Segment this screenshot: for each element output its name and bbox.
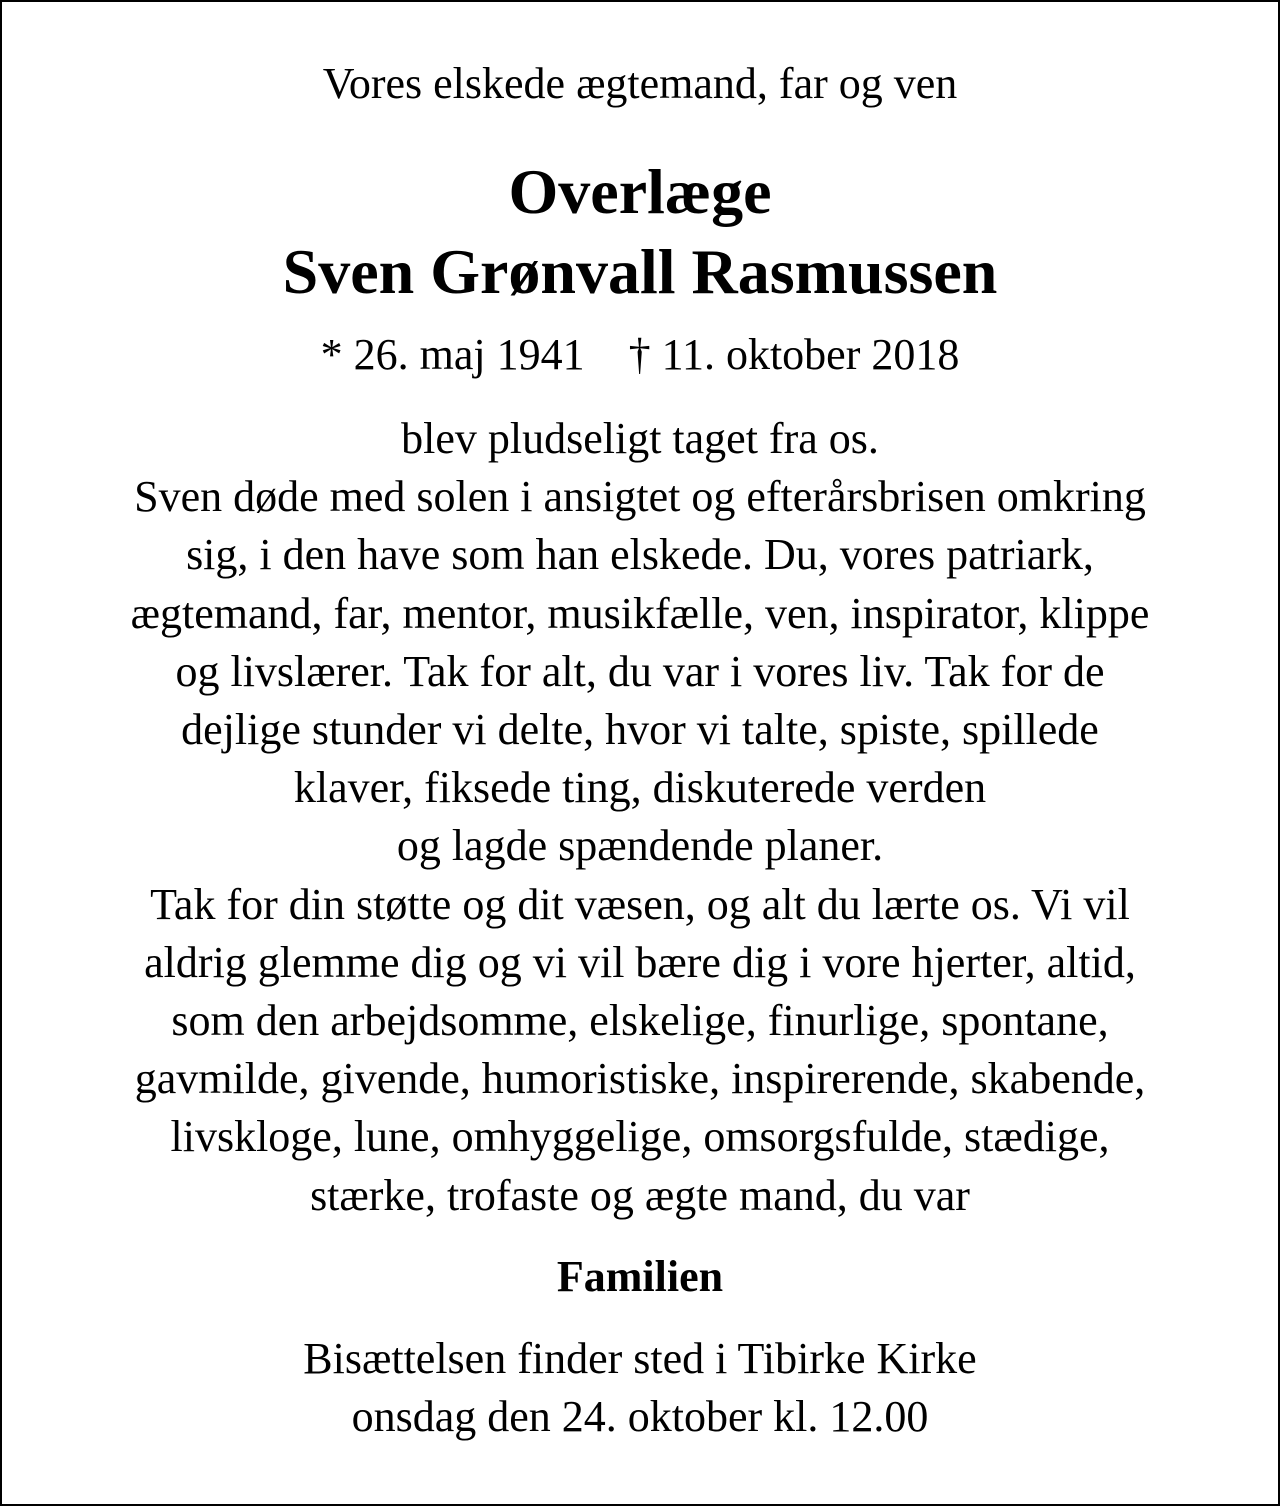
memorial-line: aldrig glemme dig og vi vil bære dig i vore hjerter, altid, [144, 937, 1136, 987]
memorial-line: Sven døde med solen i ansigtet og efterårsbrisen omkring [134, 472, 1146, 522]
memorial-line: sig, i den have som han elskede. Du, vores patriark, [186, 530, 1094, 580]
ceremony-location: Bisættelsen finder sted i Tibirke Kirke [303, 1334, 977, 1383]
ceremony-info [2, 1330, 1278, 1446]
title-name: Sven Grønvall Rasmussen [282, 236, 998, 307]
memorial-line: ægtemand, far, mentor, musikfælle, ven, inspirator, klippe [130, 588, 1150, 638]
memorial-text [2, 410, 1278, 1225]
ceremony-time: onsdag den 24. oktober kl. 12.00 [351, 1392, 929, 1441]
memorial-line: Tak for din støtte og dit væsen, og alt du lærte os. Vi vil [150, 879, 1130, 929]
deceased-title [2, 152, 1278, 312]
memorial-line: blev pludseligt taget fra os. [401, 414, 879, 463]
death-date: † 11. oktober 2018 [628, 330, 960, 379]
memorial-line: og livslærer. Tak for alt, du var i vores liv. Tak for de [175, 646, 1105, 696]
memorial-line: gavmilde, givende, humoristiske, inspirerende, skabende, [134, 1054, 1146, 1104]
title-profession: Overlæge [508, 156, 772, 227]
memorial-line: dejlige stunder vi delte, hvor vi talte, spiste, spillede [181, 705, 1099, 755]
signature: Familien [556, 1252, 724, 1301]
intro-line: Vores elskede ægtemand, far og ven [322, 59, 958, 108]
memorial-line: stærke, trofaste og ægte mand, du var [310, 1170, 970, 1220]
memorial-line: og lagde spændende planer. [396, 821, 884, 871]
memorial-line: klaver, fiksede ting, diskuterede verden [293, 763, 987, 813]
memorial-line: som den arbejdsomme, elskelige, finurlige, spontane, [171, 996, 1109, 1046]
birth-date: * 26. maj 1941 [320, 330, 585, 379]
memorial-line: livskloge, lune, omhyggelige, omsorgsfulde, stædige, [170, 1112, 1110, 1162]
life-dates [2, 325, 1278, 385]
